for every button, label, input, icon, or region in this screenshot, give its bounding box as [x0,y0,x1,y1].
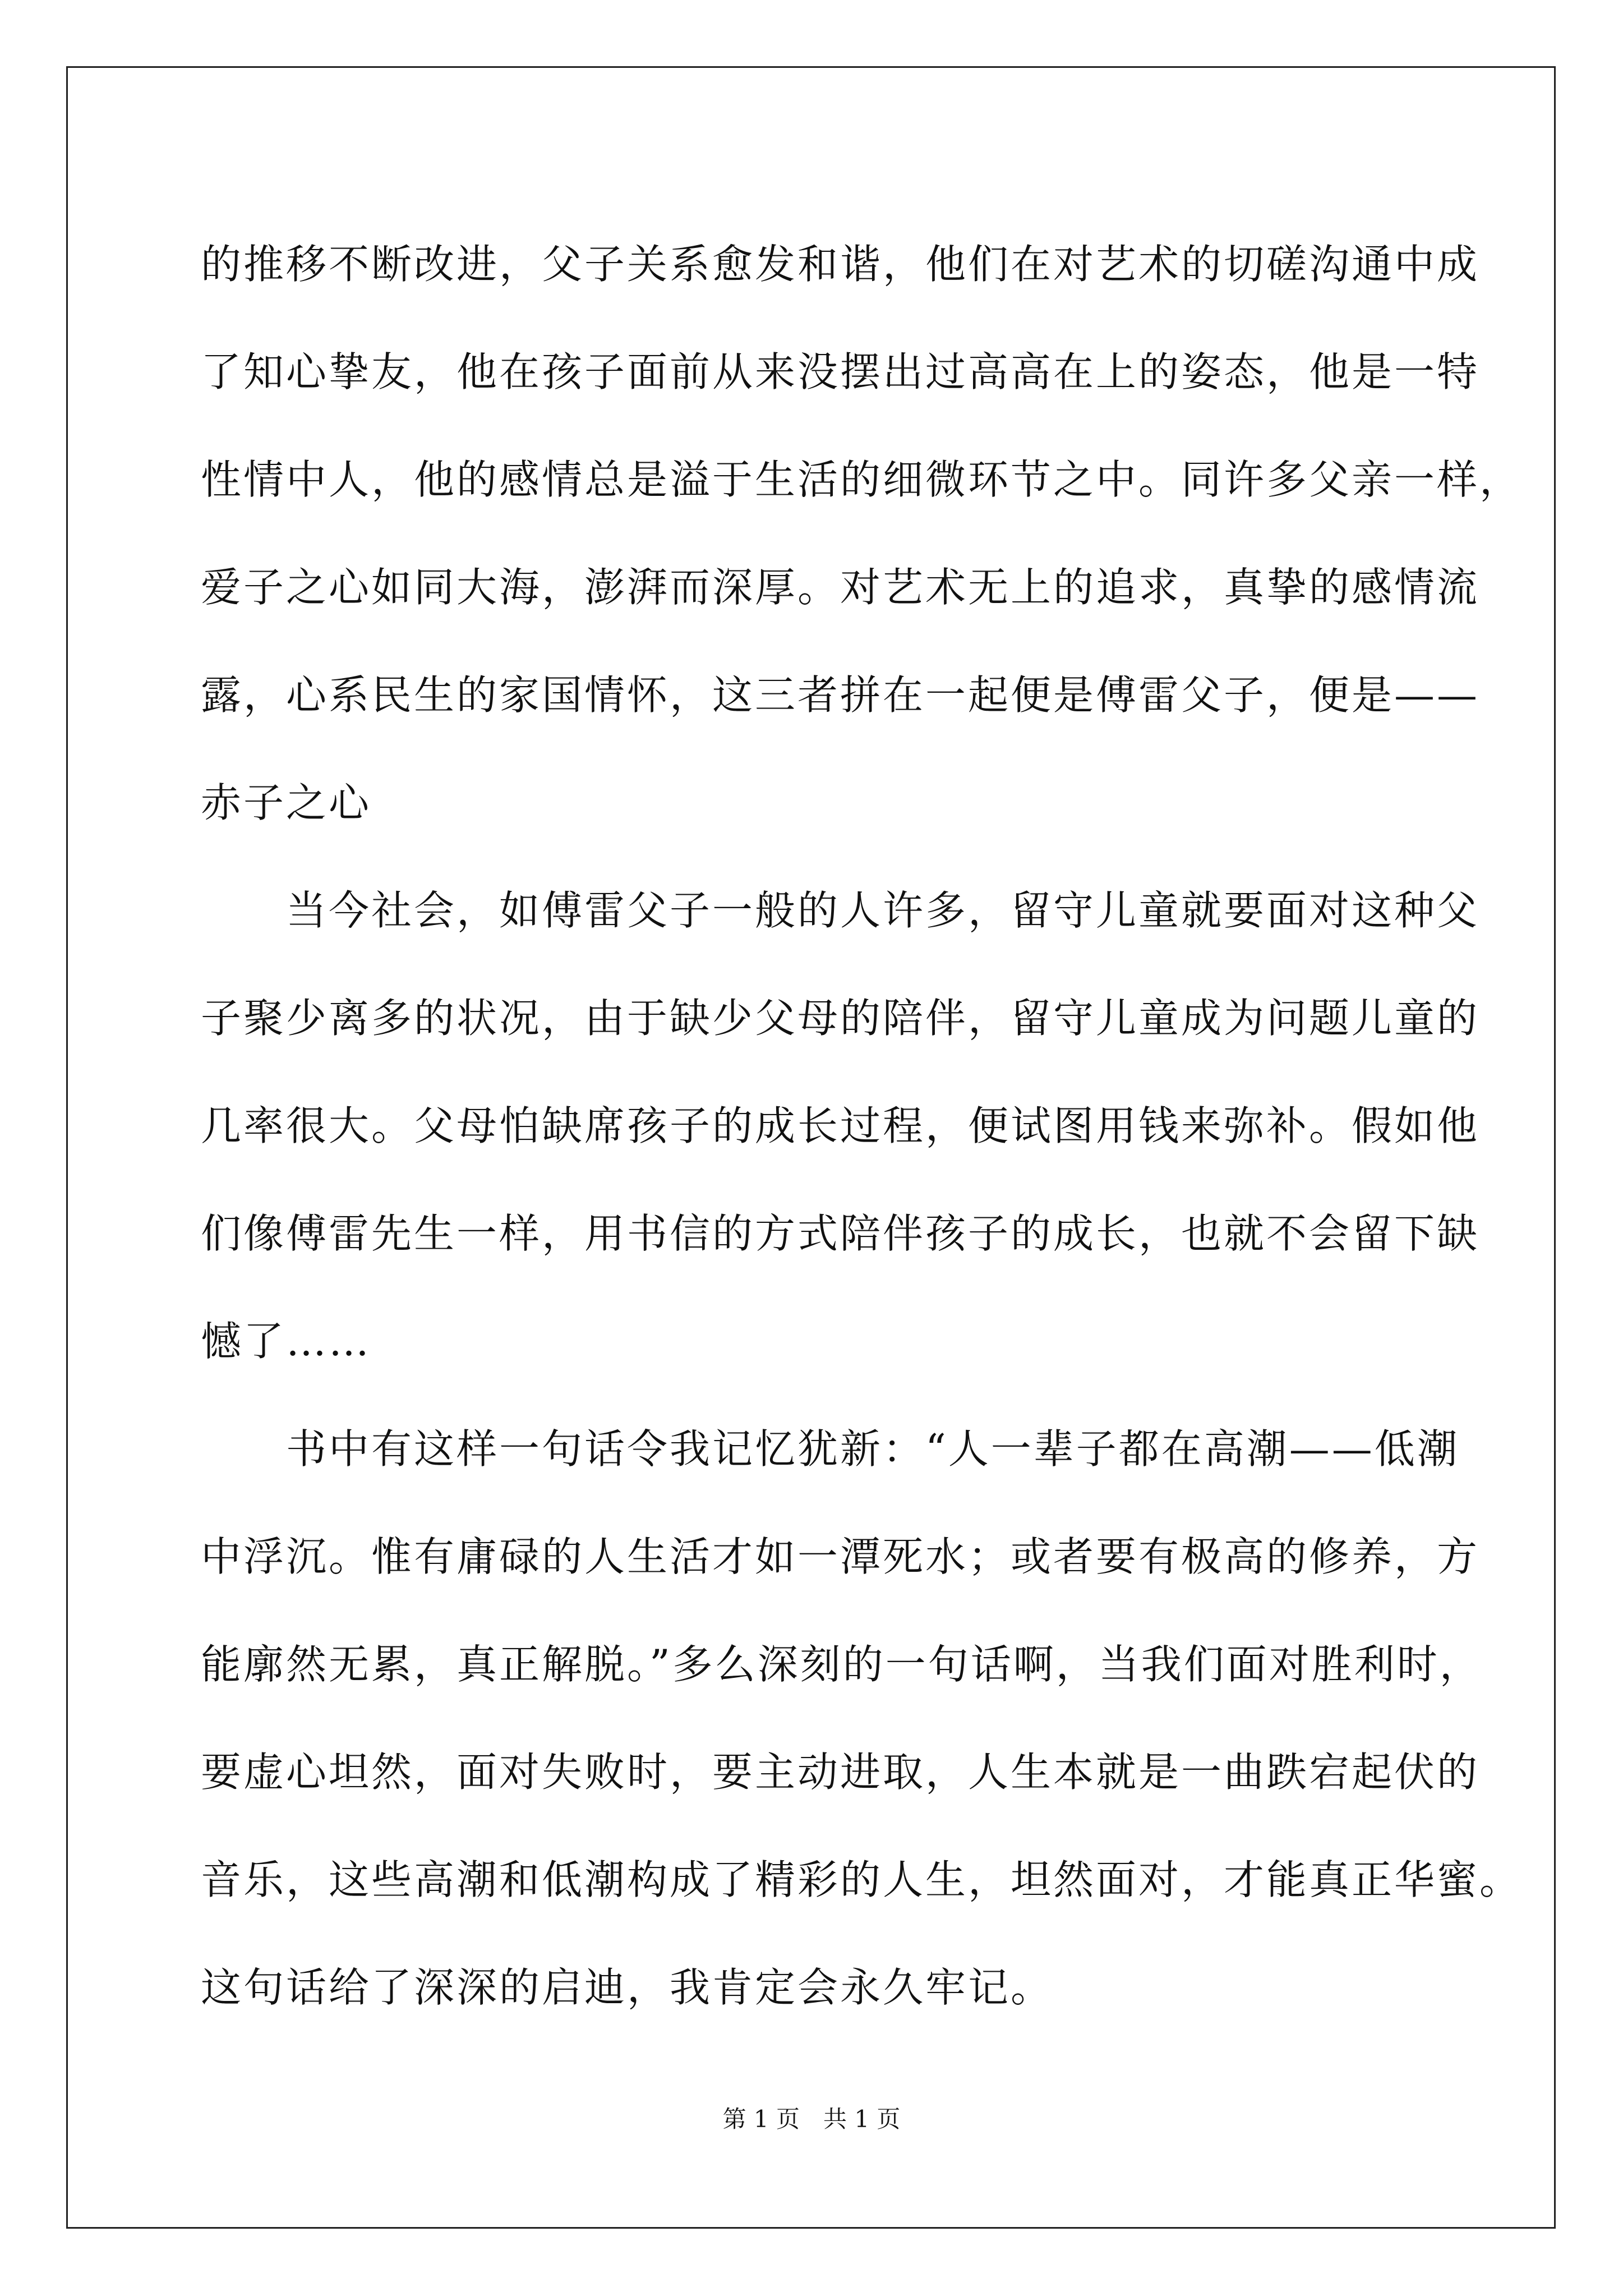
text-line: 的推移不断改进，父子关系愈发和谐，他们在对艺术的切磋沟通中成 [201,241,1480,288]
text-line: 音乐，这些高潮和低潮构成了精彩的人生，坦然面对，才能真正华蜜。 [201,1856,1523,1903]
text-line: 要虚心坦然，面对失败时，要主动进取，人生本就是一曲跌宕起伏的 [201,1749,1480,1796]
paragraph-3 [201,1395,1523,2041]
text-line: 中浮沉。惟有庸碌的人生活才如一潭死水；或者要有极高的修养，方 [201,1533,1480,1580]
text-line: 憾了…… [201,1318,372,1365]
text-line: 赤子之心 [201,779,372,826]
document-body [201,210,1523,2041]
text-line: 露，心系民生的家国情怀，这三者拼在一起便是傅雷父子，便是—— [201,671,1480,719]
text-line: 书中有这样一句话令我记忆犹新：“人一辈子都在高潮——低潮 [286,1425,1460,1473]
text-line: 子聚少离多的状况，由于缺少父母的陪伴，留守儿童成为问题儿童的 [201,995,1480,1042]
text-line: 几率很大。父母怕缺席孩子的成长过程，便试图用钱来弥补。假如他 [201,1102,1480,1149]
text-line: 性情中人，他的感情总是溢于生活的细微环节之中。同许多父亲一样， [201,456,1523,503]
text-line: 了知心挚友，他在孩子面前从来没摆出过高高在上的姿态，他是一特 [201,348,1480,395]
text-line: 这句话给了深深的启迪，我肯定会永久牢记。 [201,1964,1054,2011]
paragraph-1 [201,210,1523,857]
text-line: 们像傅雷先生一样，用书信的方式陪伴孩子的成长，也就不会留下缺 [201,1210,1480,1257]
paragraph-2 [201,857,1480,1395]
text-line: 能廓然无累，真正解脱。”多么深刻的一句话啊，当我们面对胜利时， [201,1641,1482,1688]
page-number: 第 1 页 共 1 页 [722,2105,901,2133]
text-line: 当今社会，如傅雷父子一般的人许多，留守儿童就要面对这种父 [286,887,1480,934]
text-line: 爱子之心如同大海，澎湃而深厚。对艺术无上的追求，真挚的感情流 [201,564,1480,611]
